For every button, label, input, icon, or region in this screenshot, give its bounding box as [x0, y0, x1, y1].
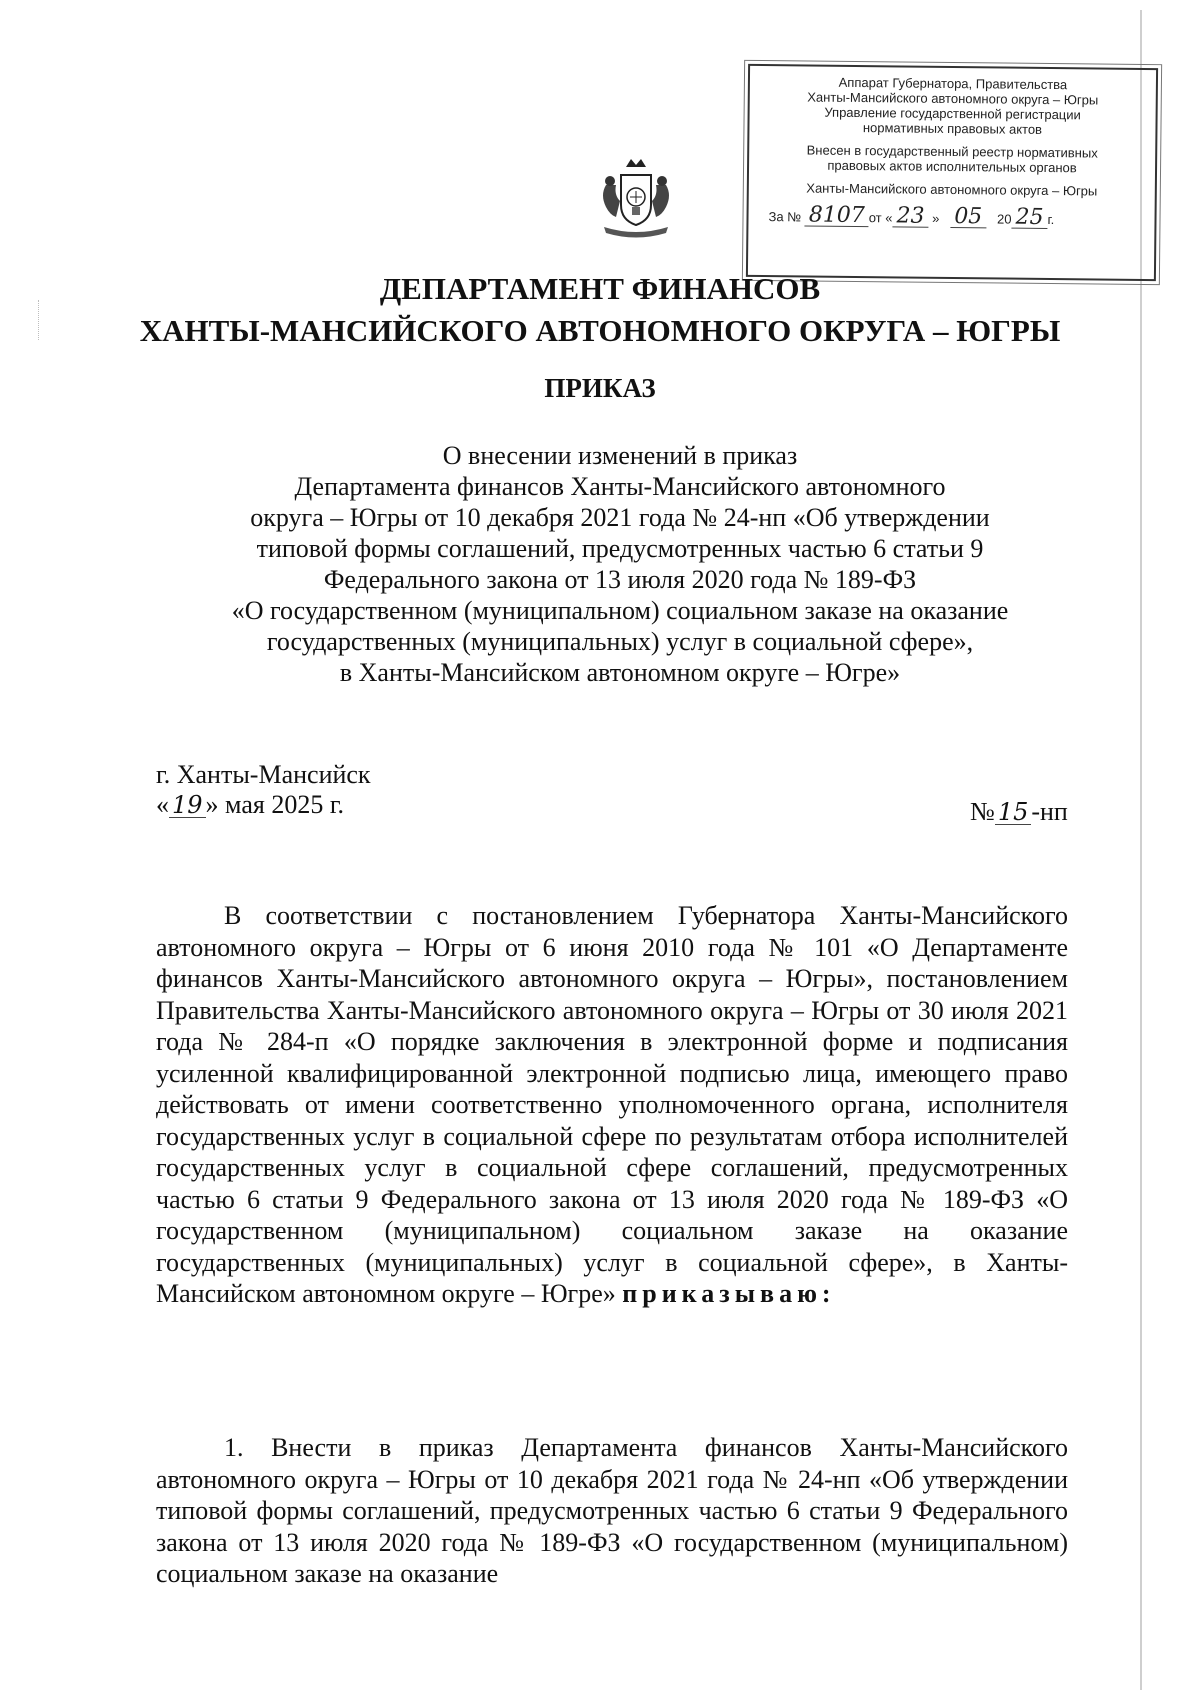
stamp-line: Управление государственной регистрации — [824, 104, 1081, 123]
stamp-line: Аппарат Губернатора, Правительства — [838, 74, 1068, 93]
stamp-reg-year-suffix: г. — [1047, 212, 1055, 228]
place: г. Ханты-Мансийск — [156, 760, 371, 789]
stamp-line: Ханты-Мансийского автономного округа – Югры — [806, 180, 1098, 199]
preamble-text: В соответствии с постановлением Губернатора Ханты-Мансийского автономного округа – Югры от 6 июня 2010 года № 101 «О Департаменте финансов Ханты-Мансийского автономного округа – Югры», постановлением Правительства Ханты-Мансийского автономного округа – Югры от 30 июля 2021 года № 284-п «О порядке заключения в электронной форме и подписания усиленной квалифицированной электронной подписью лица, имеющего право действовать от имени соответственно уполномоченного органа, исполнителя государственных услуг в социальной сфере по результатам отбора исполнителей государственных услуг в социальной сфере соглашений, предусмотренных частью 6 статьи 9 Федерального закона от 13 июля 2020 года № 189-ФЗ «О государственном (муниципальном) социальном заказе на оказание государственных (муниципальных) услуг в социальной сфере», в Ханты-Мансийском автономном округе – Югре» — [156, 901, 1068, 1308]
number-value: 15 — [995, 800, 1032, 825]
stamp-registration-line — [748, 202, 1154, 230]
stamp-reg-prefix: За № — [768, 209, 802, 225]
stamp-line: нормативных правовых актов — [862, 120, 1043, 137]
subject-line: О внесении изменений в приказ — [442, 441, 798, 470]
subject-line: Федерального закона от 13 июля 2020 года № 189-ФЗ — [323, 565, 917, 594]
order-title: ПРИКАЗ — [544, 373, 656, 403]
department-title — [100, 268, 1100, 352]
stamp-reg-month: 05 — [950, 207, 986, 228]
date-open-quote: « — [156, 790, 169, 819]
date-day: 19 — [169, 793, 206, 818]
date-rest: » мая 2025 г. — [205, 790, 345, 819]
subject-line: округа – Югры от 10 декабря 2021 года № 24-нп «Об утверждении — [250, 503, 990, 532]
stamp-reg-quote: » — [932, 210, 940, 226]
coat-of-arms-icon — [586, 145, 686, 245]
stamp-reg-day: 23 — [892, 206, 928, 227]
stamp-reg-year: 25 — [1011, 208, 1047, 229]
subject-line: «О государственном (муниципальном) социальном заказе на оказание — [231, 596, 1009, 625]
decree-word: приказываю: — [622, 1279, 836, 1308]
stamp-reg-year-prefix: 20 — [996, 211, 1012, 227]
number-suffix: -нп — [1031, 797, 1068, 826]
stamp-reg-from: от « — [868, 210, 893, 226]
department-title-line2: ХАНТЫ-МАНСИЙСКОГО АВТОНОМНОГО ОКРУГА – ЮГРЫ — [139, 313, 1061, 348]
subject-line: типовой формы соглашений, предусмотренных частью 6 статьи 9 — [256, 534, 984, 563]
order-subject — [200, 440, 1040, 688]
order-number — [970, 797, 1068, 827]
subject-line: в Ханты-Мансийском автономном округе – Югре» — [339, 658, 901, 687]
stamp-reg-number: 8107 — [805, 205, 869, 227]
clause-1-text: 1. Внести в приказ Департамента финансов Ханты-Мансийского автономного округа – Югры от 10 декабря 2021 года № 24-нп «Об утверждении типовой формы соглашений, предусмотренных частью 6 статьи 9 Федерального закона от 13 июля 2020 года № 189-ФЗ «О государственном (муниципальном) социальном заказе на оказание — [156, 1433, 1068, 1588]
scan-speck — [38, 300, 41, 340]
number-prefix: № — [970, 797, 995, 826]
clause-1-paragraph — [156, 1432, 1068, 1590]
subject-line: государственных (муниципальных) услуг в социальной сфере», — [266, 627, 974, 656]
stamp-line: Внесен в государственный реестр нормативных — [806, 142, 1098, 161]
order-date — [156, 790, 344, 820]
stamp-line: Ханты-Мансийского автономного округа – Югры — [807, 89, 1099, 108]
registration-stamp — [746, 64, 1158, 281]
stamp-line: правовых актов исполнительных органов — [827, 157, 1077, 176]
department-title-line1: ДЕПАРТАМЕНТ ФИНАНСОВ — [379, 271, 821, 306]
preamble-paragraph — [156, 900, 1068, 1310]
subject-line: Департамента финансов Ханты-Мансийского автономного — [294, 472, 946, 501]
